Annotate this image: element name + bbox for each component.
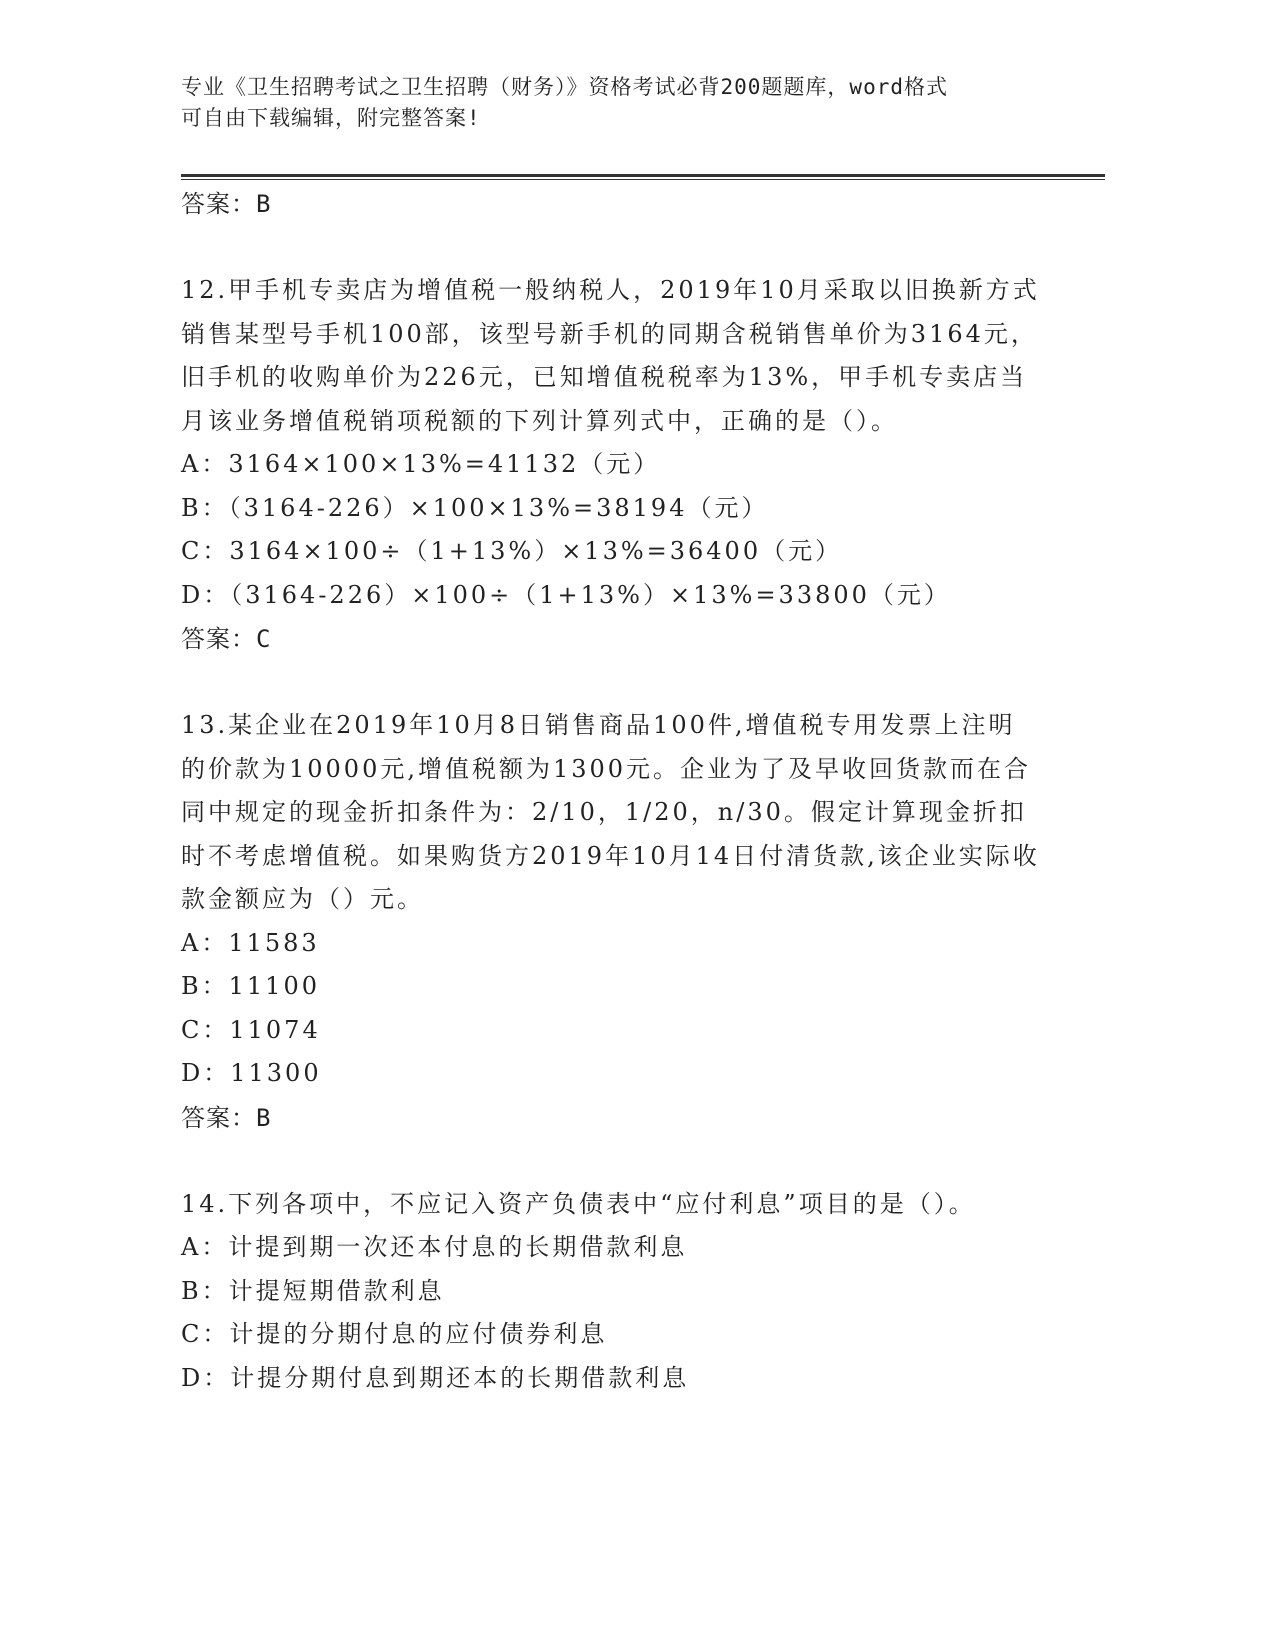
option-b: B：（3164-226）×100×13%=38194（元）	[181, 493, 769, 522]
spacer	[181, 661, 1041, 704]
question-stem: 13.某企业在2019年10月8日销售商品100件,增值税专用发票上注明的价款为10000元,增值税额为1300元。企业为了及早收回货款而在合同中规定的现金折扣条件为：2/10，1/20，n/30。假定计算现金折扣时不考虑增值税。如果购货方2019年10月14日付清货款,该企业实际收款金额应为（）元。	[181, 711, 1040, 913]
header-divider-thin	[181, 179, 1105, 180]
document-body	[181, 182, 1041, 1400]
option-c: C：计提的分期付息的应付债券利息	[181, 1320, 608, 1348]
question-stem: 14.下列各项中，不应记入资产负债表中“应付利息”项目的是（）。	[181, 1189, 976, 1218]
option-a: A：计提到期一次还本付息的长期借款利息	[181, 1233, 688, 1261]
option-d: D：11300	[181, 1059, 322, 1087]
option-d: D：计提分期付息到期还本的长期借款利息	[181, 1363, 690, 1392]
spacer	[181, 1140, 1041, 1183]
option-d: D：（3164-226）×100÷（1+13%）×13%=33800（元）	[181, 580, 951, 609]
option-a: A：3164×100×13%=41132（元）	[181, 450, 661, 478]
answer-12: 答案：C	[181, 625, 272, 653]
document-header	[181, 72, 1041, 134]
option-b: B：11100	[181, 972, 320, 1000]
question-13	[181, 704, 1041, 1140]
question-12	[181, 269, 1041, 661]
option-b: B：计提短期借款利息	[181, 1276, 445, 1305]
option-c: C：3164×100÷（1+13%）×13%=36400（元）	[181, 537, 843, 565]
option-c: C：11074	[181, 1015, 321, 1044]
answer-13: 答案：B	[181, 1103, 272, 1132]
spacer	[181, 226, 1041, 269]
question-14	[181, 1183, 1041, 1401]
option-a: A：11583	[181, 928, 320, 957]
header-divider	[181, 174, 1105, 177]
question-stem: 12.甲手机专卖店为增值税一般纳税人，2019年10月采取以旧换新方式销售某型号手机100部，该型号新手机的同期含税销售单价为3164元，旧手机的收购单价为226元，已知增值税税率为13%，甲手机专卖店当月该业务增值税销项税额的下列计算列式中，正确的是（）。	[181, 276, 1040, 435]
header-line-1: 专业《卫生招聘考试之卫生招聘（财务）》资格考试必背200题题库，word格式	[181, 75, 948, 99]
answer-11: 答案：B	[181, 190, 272, 218]
header-line-2: 可自由下载编辑，附完整答案!	[181, 106, 481, 130]
